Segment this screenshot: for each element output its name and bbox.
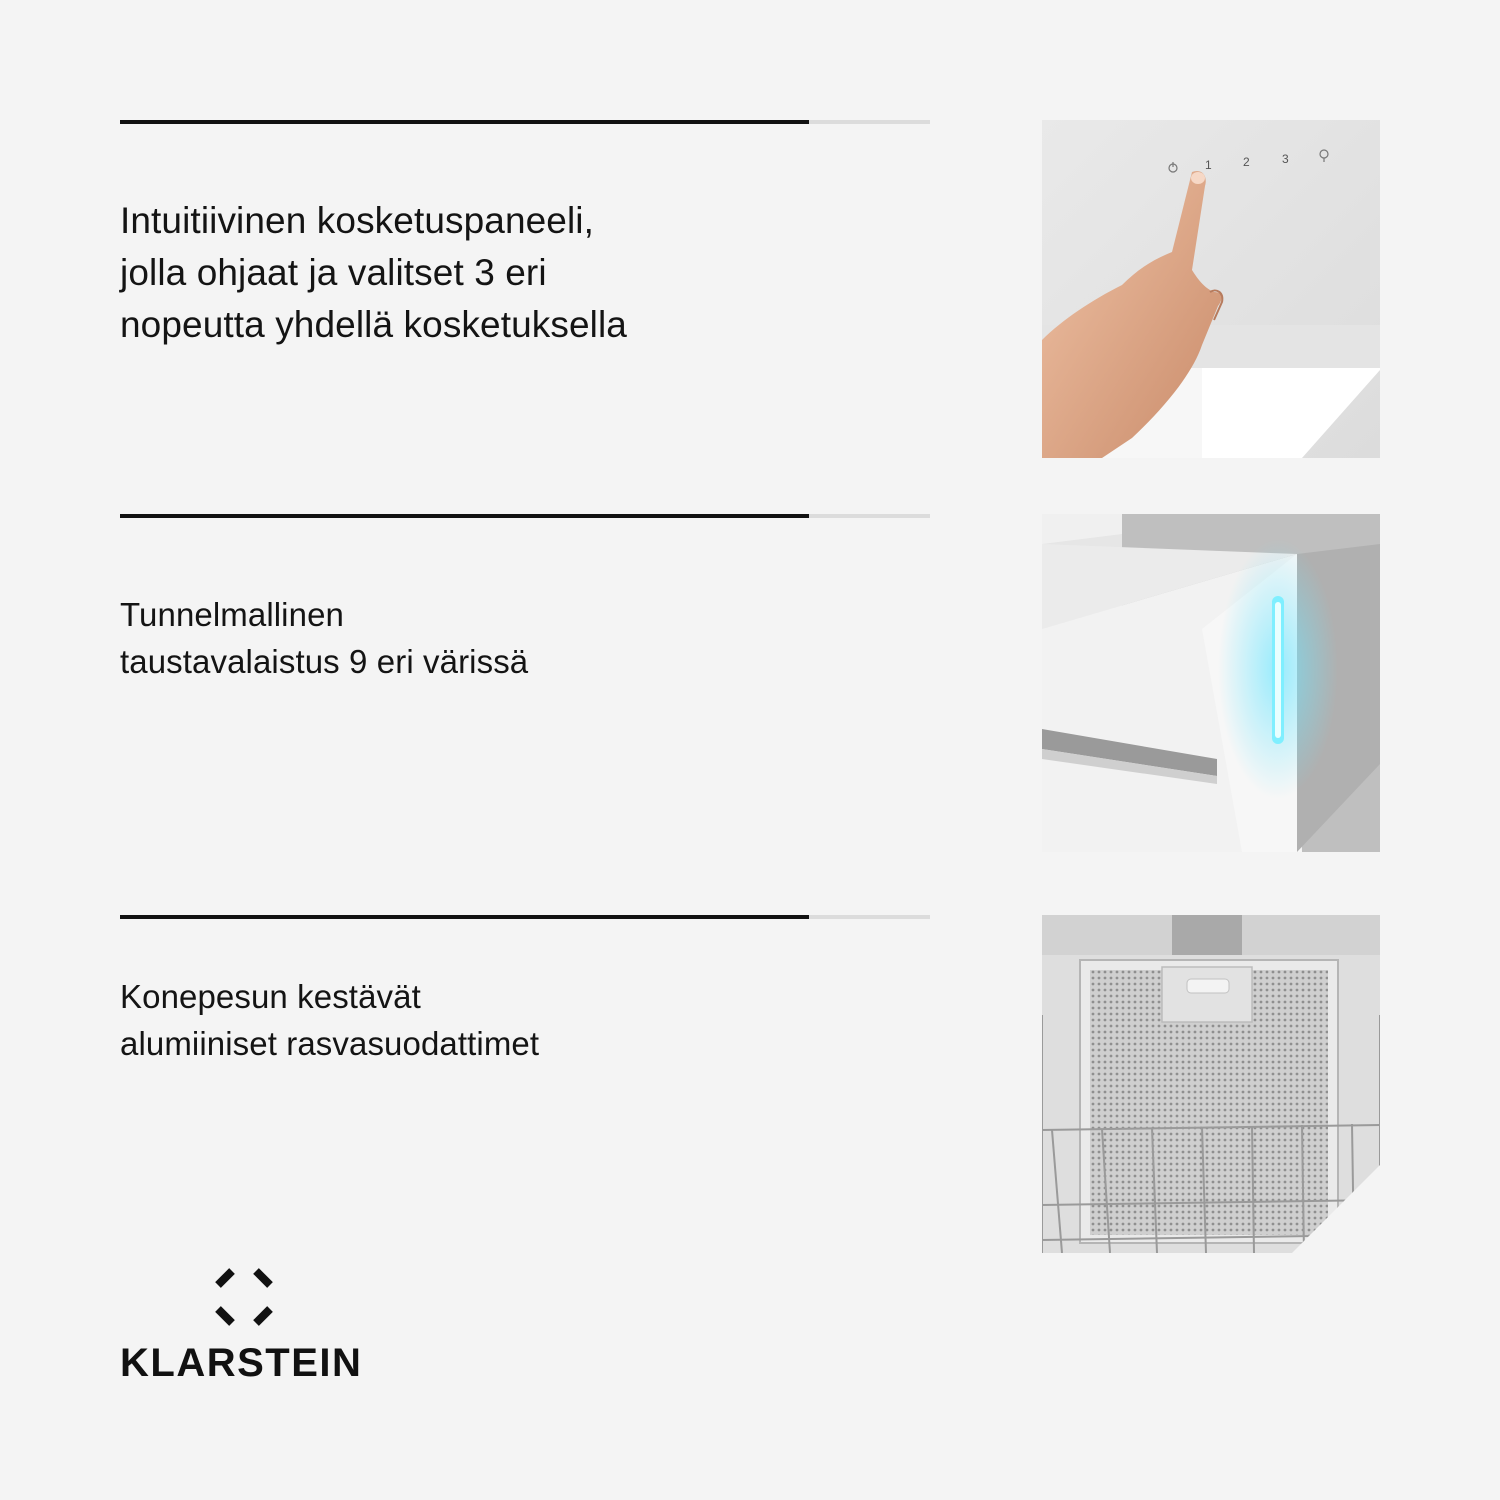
feature-progress-fill: [120, 915, 809, 919]
brand-name: KLARSTEIN: [120, 1341, 363, 1385]
brand-logo: [120, 1265, 380, 1395]
feature-text-line: taustavalaistus 9 eri värissä: [120, 643, 529, 680]
feature-text-line: Tunnelmallinen: [120, 596, 344, 633]
panel-speed-3: 3: [1282, 152, 1289, 166]
feature-text: [120, 195, 820, 351]
panel-speed-1: 1: [1205, 158, 1212, 172]
feature-text-line: alumiiniset rasvasuodattimet: [120, 1025, 540, 1062]
feature-text: [120, 973, 820, 1067]
grease-filter-photo: [1042, 915, 1380, 1253]
feature-progress-fill: [120, 514, 809, 518]
feature-progress-bar: [120, 915, 930, 919]
feature-progress-bar: [120, 514, 930, 518]
feature-text: [120, 591, 820, 685]
backlight-photo: [1042, 514, 1380, 852]
feature-text-line: jolla ohjaat ja valitset 3 eri: [120, 252, 547, 293]
feature-progress-fill: [120, 120, 809, 124]
feature-text-line: nopeutta yhdellä kosketuksella: [120, 304, 627, 345]
feature-text-line: Konepesun kestävät: [120, 978, 421, 1015]
touch-panel-photo: [1042, 120, 1380, 458]
feature-text-line: Intuitiivinen kosketuspaneeli,: [120, 200, 595, 241]
feature-progress-bar: [120, 120, 930, 124]
klarstein-diamond-logo-icon: [214, 1267, 274, 1327]
panel-speed-2: 2: [1243, 155, 1250, 169]
